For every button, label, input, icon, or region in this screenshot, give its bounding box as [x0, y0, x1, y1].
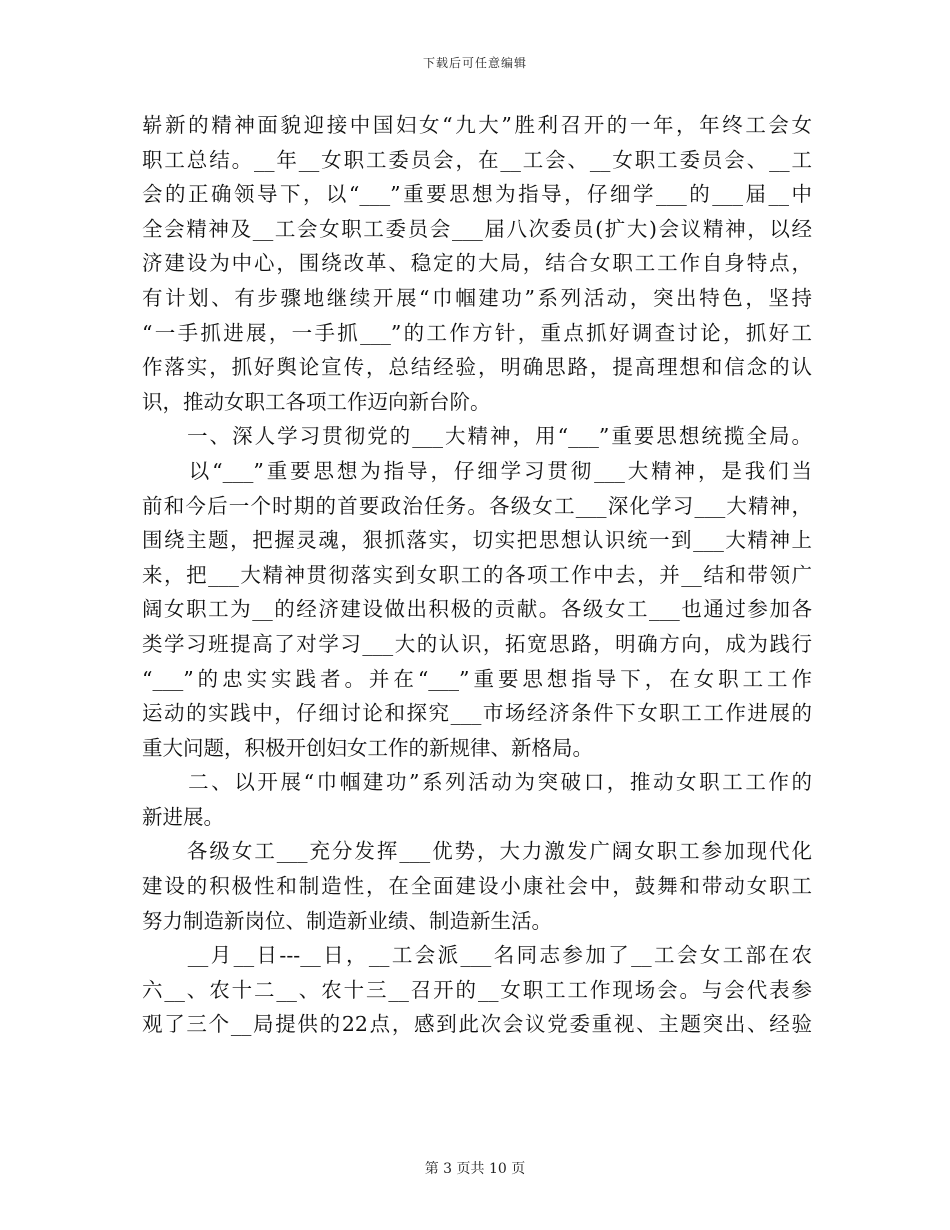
section-heading-cont: 新进展。: [142, 804, 224, 829]
body-line: 类学习班提高了对学习___大的认识，拓宽思路，明确方向，成为践行: [142, 631, 812, 656]
section-heading: 一、深人学习贯彻党的___大精神，用“___”重要思想统揽全局。: [142, 424, 812, 449]
body-line: 作落实，抓好舆论宣传，总结经验，明确思路，提高理想和信念的认: [142, 355, 812, 380]
body-line: 围绕主题，把握灵魂，狠抓落实，切实把思想认识统一到___大精神上: [142, 528, 812, 553]
body-line: 职工总结。__年__女职工委员会，在__工会、__女职工委员会、__工: [142, 147, 812, 172]
body-line: 阔女职工为__的经济建设做出积极的贡献。各级女工___也通过参加各: [142, 597, 812, 622]
page-header-note: 下载后可任意编辑: [422, 56, 527, 70]
body-line: 识，推动女职工各项工作迈向新台阶。: [142, 389, 491, 414]
body-line: 运动的实践中，仔细讨论和探究___市场经济条件下女职工工作进展的: [142, 701, 812, 726]
body-line: __月__日---__日，__工会派___名同志参加了__工会女工部在农: [142, 943, 812, 968]
body-line: 努力制造新岗位、制造新业绩、制造新生活。: [142, 908, 552, 933]
body-line: 全会精神及__工会女职工委员会___届八次委员(扩大)会议精神，以经: [142, 216, 812, 241]
body-line: 济建设为中心，围绕改革、稳定的大局，结合女职工工作自身特点，: [142, 251, 812, 276]
body-line: 重大问题，积极开创妇女工作的新规律、新格局。: [142, 735, 593, 760]
body-line: 崭新的精神面貌迎接中国妇女“九大”胜利召开的一年，年终工会女: [142, 113, 812, 137]
body-line: 各级女工___充分发挥___优势，大力激发广阔女职工参加现代化: [142, 839, 812, 864]
body-line: “___”的忠实实践者。并在“___”重要思想指导下，在女职工工作: [142, 666, 812, 691]
document-body: [142, 108, 812, 1042]
body-line: 观了三个__局提供的22点，感到此次会议党委重视、主题突出、经验: [142, 1012, 812, 1037]
body-line: 有计划、有步骤地继续开展“巾帼建功”系列活动，突出特色，坚持: [142, 285, 812, 310]
body-line: 前和今后一个时期的首要政治任务。各级女工___深化学习___大精神，: [142, 493, 812, 518]
body-line: 六__、农十二__、农十三__召开的__女职工工作现场会。与会代表参: [142, 977, 812, 1002]
section-heading: 二、以开展“巾帼建功”系列活动为突破口，推动女职工工作的: [142, 770, 812, 795]
page-number: 第 3 页共 10 页: [424, 1161, 526, 1177]
body-line: 会的正确领导下，以“___”重要思想为指导，仔细学___的___届__中: [142, 182, 812, 207]
body-line: 来，把___大精神贯彻落实到女职工的各项工作中去，并__结和带领广: [142, 562, 812, 587]
body-line: 以“___”重要思想为指导，仔细学习贯彻___大精神，是我们当: [142, 458, 812, 483]
body-line: “一手抓进展，一手抓___”的工作方针，重点抓好调查讨论，抓好工: [142, 320, 812, 345]
body-line: 建设的积极性和制造性，在全面建设小康社会中，鼓舞和带动女职工: [142, 874, 812, 899]
